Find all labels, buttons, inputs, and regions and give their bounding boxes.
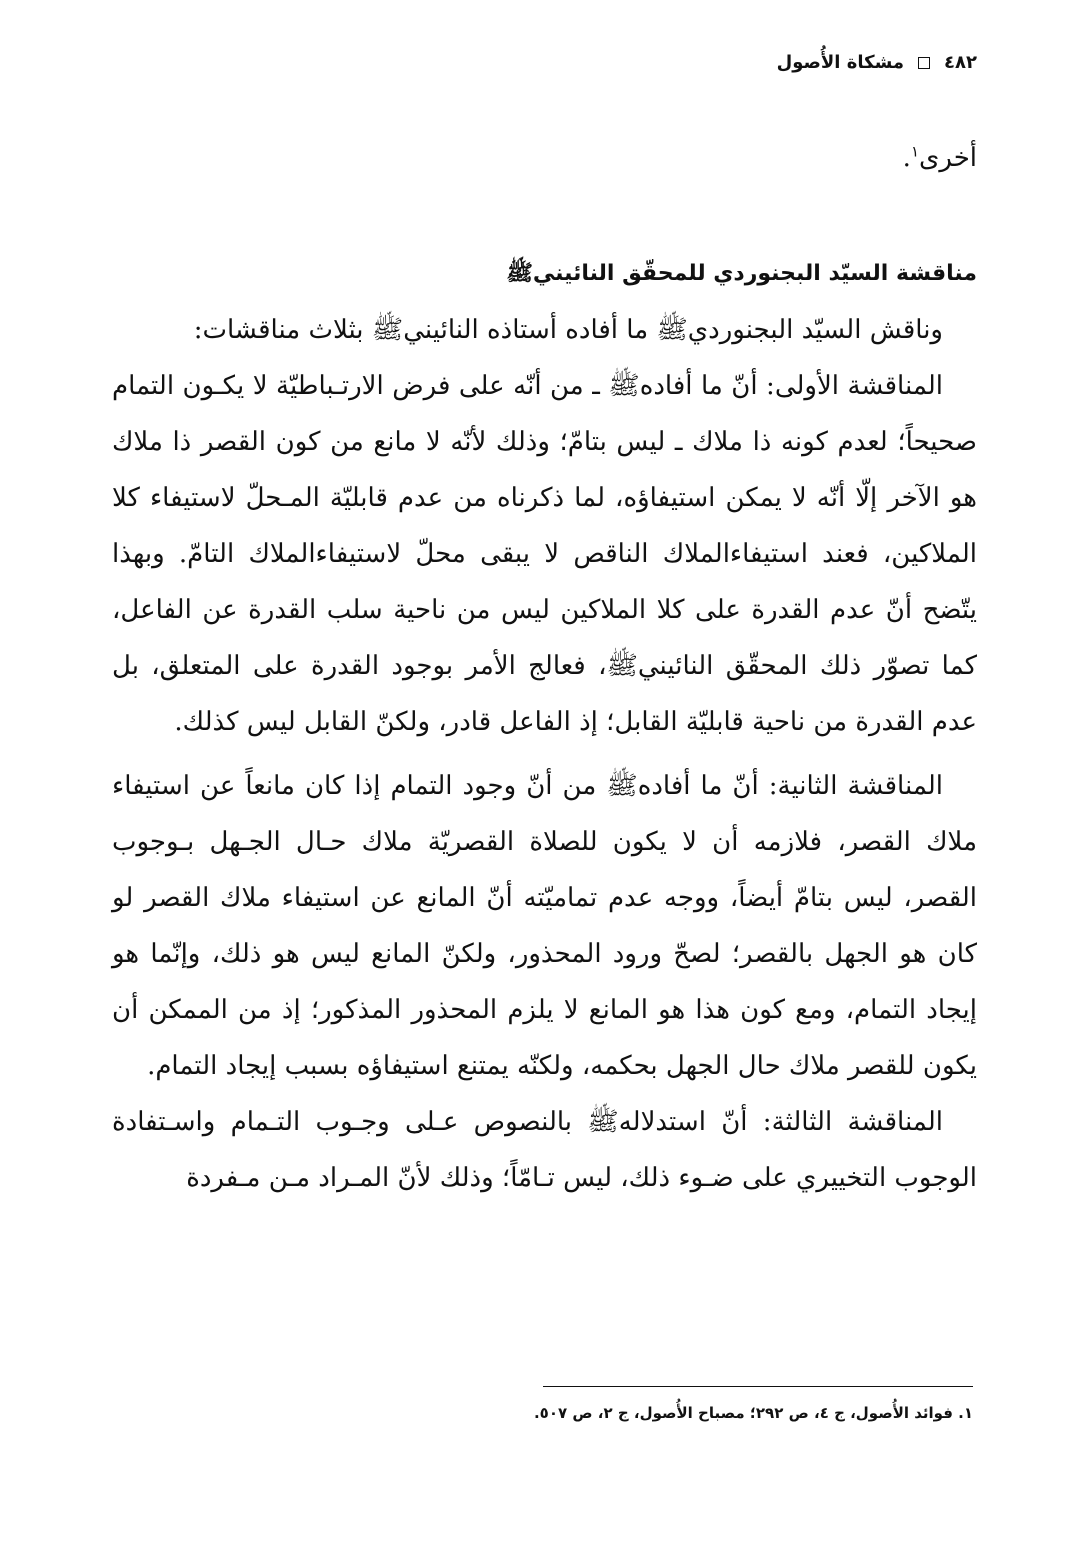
paragraph-second-critique: المناقشة الثانية: أنّ ما أفادهﷺ من أنّ وجود التمام إذا كان مانعاً عن استيفاء ملاك القصر، فلازمه أن لا يكون للصلاة القصريّة ملاك حـال الجـهل بـوجوب القصر، ليس بتامّ أيضاً، ووجه عدم تماميّته أنّ المانع عن استيفاء ملاك القصر لو كان هو الجهل بالقصر؛ لصحّ ورود المحذور، ولكنّ المانع ليس هو ذلك، وإنّما هو إيجاد التمام، ومع كون هذا هو المانع لا يلزم المحذور المذكور؛ إذ من الممكن أن يكون للقصر ملاك حال الجهل بحكمه، ولكنّه يمتنع استيفاؤه بسبب إيجاد التمام.: [112, 771, 977, 1081]
paragraph-third-critique: المناقشة الثالثة: أنّ استدلالهﷺ بالنصوص عـلى وجـوب التـمام واسـتفادة الوجوب التخييري على ضـوء ذلك، ليس تـامّاً؛ وذلك لأنّ المـراد مـن مـفردة: [112, 1107, 977, 1193]
paragraph-intro: وناقش السيّد البجنورديﷺ ما أفاده أستاذه النائينيﷺ بثلاث مناقشات:: [193, 315, 943, 345]
paragraph-first-critique: المناقشة الأولى: أنّ ما أفادهﷺ ـ من أنّه على فرض الارتـباطيّة لا يكـون التمام صحيحاً؛ لعدم كونه ذا ملاك ـ ليس بتامّ؛ وذلك لأنّه لا مانع من كون القصر ذا ملاك هو الآخر إلّا أنّه لا يمكن استيفاؤه، لما ذكرناه من عدم قابليّة المـحلّ لاستيفاء كلا الملاكين، فعند استيفاءالملاك الناقص لا يبقى محلّ لاستيفاءالملاك التامّ. وبهذا يتّضح أنّ عدم القدرة على كلا الملاكين ليس من ناحية سلب القدرة عن الفاعل، كما تصوّر ذلك المحقّق النائينيﷺ، فعالج الأمر بوجود القدرة على المتعلق، بل عدم القدرة من ناحية قابليّة القابل؛ إذ الفاعل قادر، ولكنّ القابل ليس كذلك.: [112, 371, 977, 737]
book-title: مشكاة الأُصول: [776, 52, 905, 73]
opening-line-text: أخرى: [919, 143, 977, 173]
square-separator-icon: [918, 57, 930, 69]
page-number: ٤٨٢: [944, 52, 977, 73]
footnote-divider: [543, 1386, 973, 1387]
section-heading: مناقشة السيّد البجنوردي للمحقّق النائينيﷺ: [506, 261, 977, 286]
running-header: [777, 52, 977, 73]
body-text: [112, 130, 977, 1206]
footnote: ١. فوائد الأُصول، ج ٤، ص ٢٩٢؛ مصباح الأُصول، ج ٢، ص ٥٠٧.: [533, 1404, 973, 1422]
opening-line: أخرى$^١$.: [902, 142, 977, 173]
footnote-reference: ١: [910, 142, 919, 161]
